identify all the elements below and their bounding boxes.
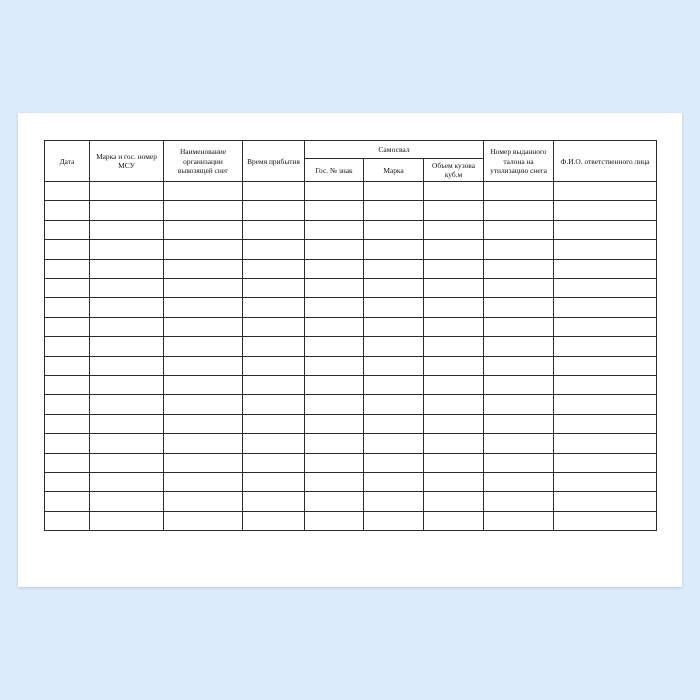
table-cell[interactable]	[484, 279, 554, 298]
table-cell[interactable]	[45, 182, 90, 201]
table-cell[interactable]	[243, 414, 305, 433]
table-row[interactable]	[45, 511, 657, 530]
column-header-dump-gos-number: Гос. № знак	[305, 159, 364, 182]
table-cell[interactable]	[554, 298, 657, 317]
table-cell[interactable]	[90, 298, 164, 317]
table-row[interactable]	[45, 356, 657, 375]
table-cell[interactable]	[554, 201, 657, 220]
table-cell[interactable]	[243, 298, 305, 317]
table-cell[interactable]	[45, 434, 90, 453]
table-cell[interactable]	[364, 182, 424, 201]
table-row[interactable]	[45, 240, 657, 259]
table-row[interactable]	[45, 259, 657, 278]
table-cell[interactable]	[554, 511, 657, 530]
table-cell[interactable]	[424, 492, 484, 511]
table-cell[interactable]	[243, 279, 305, 298]
table-cell[interactable]	[554, 337, 657, 356]
table-row[interactable]	[45, 453, 657, 472]
table-cell[interactable]	[305, 259, 364, 278]
table-cell[interactable]	[484, 220, 554, 239]
table-cell[interactable]	[164, 279, 243, 298]
table-cell[interactable]	[305, 337, 364, 356]
header-row-group	[45, 141, 657, 159]
table-cell[interactable]	[164, 375, 243, 394]
table-cell[interactable]	[484, 298, 554, 317]
table-cell[interactable]	[45, 337, 90, 356]
table-cell[interactable]	[164, 511, 243, 530]
table-cell[interactable]	[164, 356, 243, 375]
table-cell[interactable]	[243, 492, 305, 511]
table-cell[interactable]	[45, 201, 90, 220]
table-cell[interactable]	[554, 240, 657, 259]
table-cell[interactable]	[364, 201, 424, 220]
table-cell[interactable]	[164, 317, 243, 336]
table-cell[interactable]	[554, 414, 657, 433]
column-header-arrival-time: Время прибытия	[243, 141, 305, 182]
table-cell[interactable]	[484, 240, 554, 259]
table-cell[interactable]	[45, 472, 90, 491]
table-cell[interactable]	[45, 220, 90, 239]
table-header	[45, 141, 657, 182]
table-cell[interactable]	[164, 395, 243, 414]
table-cell[interactable]	[424, 182, 484, 201]
table-cell[interactable]	[305, 511, 364, 530]
table-cell[interactable]	[554, 279, 657, 298]
table-cell[interactable]	[90, 317, 164, 336]
table-cell[interactable]	[364, 492, 424, 511]
column-header-responsible-person: Ф.И.О. ответственного лица	[554, 141, 657, 182]
table-cell[interactable]	[90, 434, 164, 453]
table-cell[interactable]	[243, 259, 305, 278]
table-cell[interactable]	[90, 220, 164, 239]
table-cell[interactable]	[90, 337, 164, 356]
table-cell[interactable]	[90, 201, 164, 220]
table-cell[interactable]	[554, 182, 657, 201]
table-cell[interactable]	[45, 492, 90, 511]
table-cell[interactable]	[305, 434, 364, 453]
table-cell[interactable]	[424, 356, 484, 375]
table-cell[interactable]	[364, 298, 424, 317]
table-cell[interactable]	[90, 259, 164, 278]
column-header-dump-marka: Марка	[364, 159, 424, 182]
table-cell[interactable]	[554, 395, 657, 414]
table-cell[interactable]	[484, 375, 554, 394]
table-cell[interactable]	[364, 356, 424, 375]
column-header-dump-truck-group: Самосвал	[305, 141, 484, 159]
table-cell[interactable]	[305, 317, 364, 336]
table-cell[interactable]	[554, 259, 657, 278]
table-cell[interactable]	[424, 375, 484, 394]
table-cell[interactable]	[305, 395, 364, 414]
table-cell[interactable]	[484, 492, 554, 511]
table-row[interactable]	[45, 201, 657, 220]
table-cell[interactable]	[305, 453, 364, 472]
table-cell[interactable]	[305, 472, 364, 491]
table-cell[interactable]	[424, 220, 484, 239]
table-cell[interactable]	[243, 453, 305, 472]
table-cell[interactable]	[90, 375, 164, 394]
table-cell[interactable]	[484, 201, 554, 220]
table-cell[interactable]	[45, 356, 90, 375]
table-cell[interactable]	[243, 201, 305, 220]
table-row[interactable]	[45, 395, 657, 414]
table-cell[interactable]	[243, 395, 305, 414]
table-cell[interactable]	[90, 395, 164, 414]
table-cell[interactable]	[484, 395, 554, 414]
table-cell[interactable]	[90, 511, 164, 530]
table-cell[interactable]	[424, 511, 484, 530]
table-row[interactable]	[45, 337, 657, 356]
table-cell[interactable]	[164, 453, 243, 472]
table-cell[interactable]	[424, 395, 484, 414]
table-cell[interactable]	[305, 492, 364, 511]
table-cell[interactable]	[484, 356, 554, 375]
table-body	[45, 182, 657, 531]
table-cell[interactable]	[164, 298, 243, 317]
table-cell[interactable]	[164, 201, 243, 220]
column-header-coupon-number: Номер выданного талона на утилизацию снега	[484, 141, 554, 182]
table-cell[interactable]	[45, 317, 90, 336]
table-row[interactable]	[45, 434, 657, 453]
table-cell[interactable]	[164, 259, 243, 278]
table-cell[interactable]	[90, 356, 164, 375]
table-cell[interactable]	[305, 375, 364, 394]
table-cell[interactable]	[424, 453, 484, 472]
table-cell[interactable]	[554, 220, 657, 239]
table-cell[interactable]	[364, 259, 424, 278]
table-cell[interactable]	[424, 472, 484, 491]
table-cell[interactable]	[243, 240, 305, 259]
table-cell[interactable]	[484, 434, 554, 453]
table-cell[interactable]	[243, 220, 305, 239]
table-cell[interactable]	[305, 201, 364, 220]
table-cell[interactable]	[554, 472, 657, 491]
table-cell[interactable]	[484, 453, 554, 472]
table-cell[interactable]	[364, 511, 424, 530]
table-cell[interactable]	[484, 511, 554, 530]
table-cell[interactable]	[424, 414, 484, 433]
table-cell[interactable]	[45, 453, 90, 472]
table-cell[interactable]	[554, 434, 657, 453]
table-cell[interactable]	[424, 240, 484, 259]
table-cell[interactable]	[484, 472, 554, 491]
table-cell[interactable]	[364, 395, 424, 414]
table-cell[interactable]	[164, 337, 243, 356]
table-cell[interactable]	[424, 279, 484, 298]
table-row[interactable]	[45, 220, 657, 239]
table-cell[interactable]	[90, 240, 164, 259]
table-cell[interactable]	[90, 492, 164, 511]
table-cell[interactable]	[90, 472, 164, 491]
table-cell[interactable]	[424, 201, 484, 220]
table-cell[interactable]	[484, 182, 554, 201]
table-cell[interactable]	[364, 317, 424, 336]
column-header-date: Дата	[45, 141, 90, 182]
table-cell[interactable]	[243, 317, 305, 336]
table-cell[interactable]	[243, 356, 305, 375]
table-cell[interactable]	[364, 220, 424, 239]
table-cell[interactable]	[164, 472, 243, 491]
table-cell[interactable]	[243, 337, 305, 356]
table-cell[interactable]	[164, 182, 243, 201]
table-cell[interactable]	[243, 434, 305, 453]
table-cell[interactable]	[90, 453, 164, 472]
table-cell[interactable]	[554, 356, 657, 375]
table-row[interactable]	[45, 375, 657, 394]
snow-removal-log-table	[44, 140, 657, 531]
table-cell[interactable]	[164, 414, 243, 433]
table-cell[interactable]	[305, 279, 364, 298]
table-cell[interactable]	[90, 279, 164, 298]
table-cell[interactable]	[364, 453, 424, 472]
table-cell[interactable]	[424, 298, 484, 317]
table-cell[interactable]	[90, 182, 164, 201]
table-cell[interactable]	[424, 434, 484, 453]
table-cell[interactable]	[554, 317, 657, 336]
table-cell[interactable]	[424, 317, 484, 336]
table-cell[interactable]	[90, 414, 164, 433]
table-cell[interactable]	[45, 395, 90, 414]
table-cell[interactable]	[45, 298, 90, 317]
column-header-dump-volume: Объем кузова куб.м	[424, 159, 484, 182]
table-row[interactable]	[45, 414, 657, 433]
table-cell[interactable]	[305, 240, 364, 259]
table-cell[interactable]	[484, 259, 554, 278]
table-cell[interactable]	[164, 220, 243, 239]
table-cell[interactable]	[305, 414, 364, 433]
table-row[interactable]	[45, 298, 657, 317]
column-header-organization: Наименование организации вывозящей снег	[164, 141, 243, 182]
table-cell[interactable]	[364, 240, 424, 259]
table-cell[interactable]	[554, 375, 657, 394]
table-row[interactable]	[45, 492, 657, 511]
table-cell[interactable]	[364, 414, 424, 433]
table-cell[interactable]	[164, 492, 243, 511]
table-cell[interactable]	[364, 279, 424, 298]
table-cell[interactable]	[243, 472, 305, 491]
table-cell[interactable]	[45, 279, 90, 298]
table-cell[interactable]	[364, 337, 424, 356]
table-cell[interactable]	[164, 434, 243, 453]
table-cell[interactable]	[484, 317, 554, 336]
form-area	[44, 140, 656, 560]
table-cell[interactable]	[45, 414, 90, 433]
table-cell[interactable]	[243, 182, 305, 201]
table-cell[interactable]	[243, 375, 305, 394]
table-cell[interactable]	[554, 453, 657, 472]
table-row[interactable]	[45, 279, 657, 298]
table-cell[interactable]	[45, 240, 90, 259]
table-cell[interactable]	[305, 356, 364, 375]
table-cell[interactable]	[364, 434, 424, 453]
table-cell[interactable]	[484, 414, 554, 433]
paper-sheet	[18, 113, 682, 587]
column-header-vehicle-mark-number: Марка и гос. номер МСУ	[90, 141, 164, 182]
table-cell[interactable]	[45, 375, 90, 394]
table-cell[interactable]	[424, 259, 484, 278]
table-cell[interactable]	[554, 492, 657, 511]
table-cell[interactable]	[305, 220, 364, 239]
table-cell[interactable]	[484, 337, 554, 356]
table-cell[interactable]	[45, 259, 90, 278]
table-cell[interactable]	[305, 298, 364, 317]
table-cell[interactable]	[364, 375, 424, 394]
table-cell[interactable]	[164, 240, 243, 259]
table-cell[interactable]	[243, 511, 305, 530]
table-row[interactable]	[45, 472, 657, 491]
table-row[interactable]	[45, 317, 657, 336]
table-cell[interactable]	[424, 337, 484, 356]
table-cell[interactable]	[305, 182, 364, 201]
table-cell[interactable]	[45, 511, 90, 530]
table-row[interactable]	[45, 182, 657, 201]
table-cell[interactable]	[364, 472, 424, 491]
